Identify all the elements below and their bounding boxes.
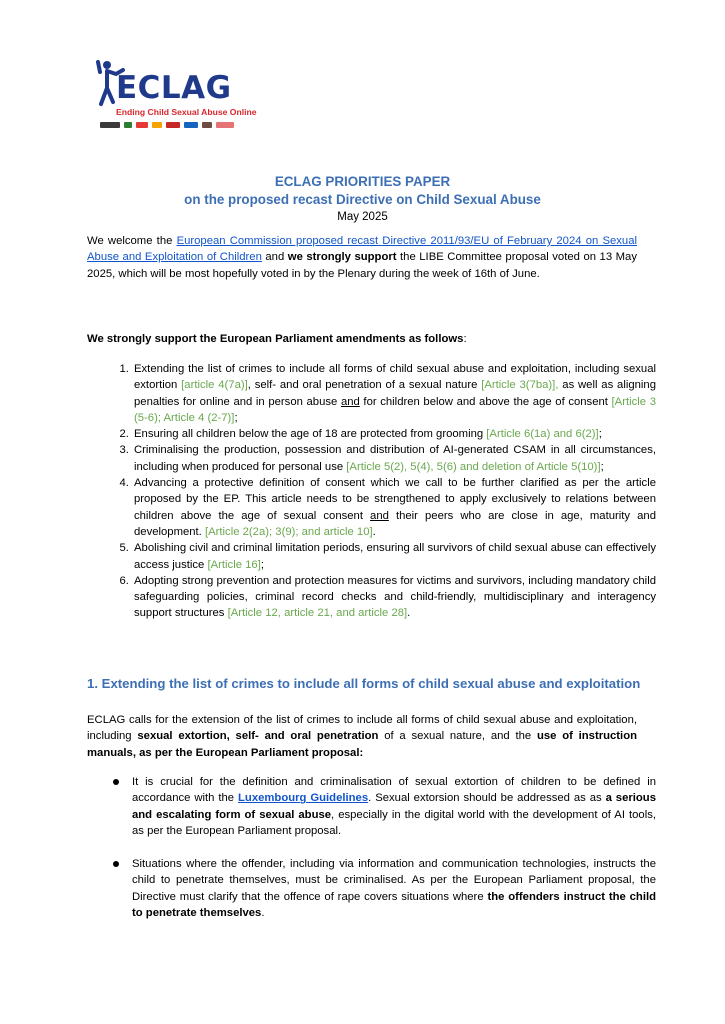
item-text: Abolishing civil and criminal limitation periods, ensuring all survivors of child sexual abuse can effectively access justice (134, 542, 656, 571)
section-bullet-list (112, 856, 656, 922)
item-text: Advancing a protective definition of consent which we call to be further clarified as per the article proposed by the EP. This article needs to be strengthened to apply exclusively to relations between children above the age of sexual consent (134, 477, 656, 522)
bullet-bold: a serious and escalating form of sexual abuse (132, 792, 656, 821)
intro-bold: we strongly support (287, 251, 397, 264)
list-item (132, 361, 656, 426)
partner-logo (216, 122, 234, 128)
article-reference: [Article 2(2a); 3(9); and article 10] (204, 525, 373, 538)
section-bullet-list (112, 774, 656, 840)
item-text: as well as aligning penalties for online and in person abuse (134, 379, 656, 408)
article-reference: [Article 3 (5-6); Article 4 (2-7)] (134, 395, 656, 424)
partner-logo (166, 122, 180, 128)
article-reference: [article 4(7a)] (181, 379, 248, 392)
item-text: ; (600, 460, 604, 473)
section-bold: use of instruction manuals, as per the European Parliament proposal: (87, 730, 637, 759)
bullet-icon (113, 861, 119, 867)
section-bold: sexual extortion, self- and oral penetration (137, 730, 379, 743)
directive-link[interactable]: European Commission proposed recast Directive 2011/93/EU of February 2024 on Sexual Abuse and Exploitation of Children (87, 235, 637, 264)
list-item (132, 442, 656, 475)
amendments-heading-text: We strongly support the European Parliament amendments as follows (87, 333, 464, 345)
item-text: . (372, 525, 376, 538)
list-item (132, 774, 656, 840)
amendments-heading-colon: : (463, 333, 467, 345)
article-reference: [Article 16] (207, 558, 261, 571)
list-item (132, 540, 656, 573)
article-reference: [Article 12, article 21, and article 28] (227, 607, 408, 620)
logo-wordmark: ECLAG (116, 70, 232, 106)
partner-logo (124, 122, 132, 128)
section-heading: 1. Extending the list of crimes to include all forms of child sexual abuse and exploitation (87, 676, 641, 691)
page-subtitle: on the proposed recast Directive on Child Sexual Abuse (184, 192, 541, 207)
partner-logos (100, 120, 240, 132)
partner-logo (202, 122, 212, 128)
item-text: Ensuring all children below the age of 18 are protected from grooming (134, 428, 487, 441)
list-item (132, 856, 656, 922)
section-paragraph (87, 712, 637, 761)
item-text: their peers who are close in age, maturity and development. (134, 509, 656, 538)
luxembourg-guidelines-link[interactable]: Luxembourg Guidelines (238, 792, 369, 805)
intro-text: the LIBE Committee proposal voted on 13 May 2025, which will be most hopefully voted in by the Plenary during the week of 16th of June. (87, 251, 637, 280)
bullet-icon (113, 779, 119, 785)
partner-logo (100, 122, 120, 128)
intro-paragraph (87, 233, 637, 282)
item-text: , self- and oral penetration of a sexual nature (247, 379, 482, 392)
item-text: ; (598, 428, 602, 441)
item-text: ; (234, 411, 238, 424)
underlined-text: and (340, 395, 360, 408)
bullet-text: , especially in the digital world with the development of AI tools, as per the European Parliament proposal. (132, 808, 657, 838)
logo-tagline: Ending Child Sexual Abuse Online (116, 107, 257, 117)
bullet-text: . Sexual extorsion should be addressed as as (368, 792, 606, 805)
bullet-bold: the offenders instruct the child to penetrate themselves (132, 890, 656, 920)
list-item (132, 475, 656, 540)
title-block (0, 173, 725, 225)
section-text: ECLAG calls for the extension of the list of crimes to include all forms of child sexual abuse and exploitation, including (87, 714, 637, 743)
eclag-logo (96, 60, 257, 130)
priorities-list (112, 361, 656, 622)
partner-logo (184, 122, 198, 128)
bullet-text: . (261, 907, 265, 920)
page-date: May 2025 (337, 211, 388, 223)
article-reference: [Article 6(1a) and 6(2)] (486, 428, 599, 441)
underlined-text: and (370, 509, 389, 522)
amendments-heading (87, 331, 637, 347)
article-reference: [Article 5(2), 5(4), 5(6) and deletion of Article 5(10)] (346, 460, 601, 473)
intro-text: and (261, 251, 288, 264)
list-item (132, 426, 656, 442)
item-text: Criminalising the production, possession and distribution of AI-generated CSAM in all circumstances, including when produced for personal use (134, 444, 656, 473)
item-text: for children below and above the age of consent (359, 395, 612, 408)
article-reference: [Article 3(7ba)], (481, 379, 559, 392)
item-text: Extending the list of crimes to include all forms of child sexual abuse and exploitation, including sexual extortion (134, 363, 656, 392)
intro-text: We welcome the (87, 235, 177, 247)
bullet-text: Situations where the offender, including via information and communication technologies, instructs the child to penetrate themselves, must be criminalised. As per the European Parliament proposal, the Directive must clarify that the offence of rape covers situations where (132, 858, 656, 903)
page-title: ECLAG PRIORITIES PAPER (274, 174, 451, 189)
item-text: ; (260, 558, 264, 571)
list-item (132, 573, 656, 622)
item-text: . (407, 607, 411, 620)
bullet-text: It is crucial for the definition and criminalisation of sexual extortion of children to be defined in accordance with the (132, 776, 656, 805)
partner-logo (152, 122, 162, 128)
section-text: of a sexual nature, and the (378, 730, 537, 743)
item-text: Adopting strong prevention and protection measures for victims and survivors, including mandatory child safeguarding policies, criminal record checks and child-friendly, multidisciplinary and interagency support structures (134, 574, 656, 620)
partner-logo (136, 122, 148, 128)
